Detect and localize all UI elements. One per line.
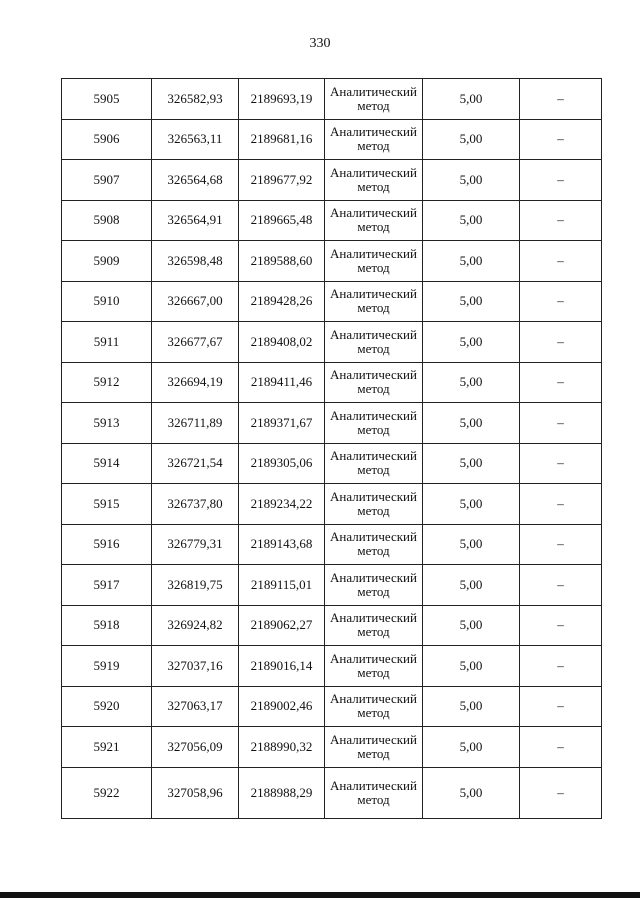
note-cell: –	[520, 605, 602, 646]
method-cell	[325, 443, 423, 484]
method-text: метод	[357, 178, 390, 194]
x-coordinate-cell: 326819,75	[152, 565, 239, 606]
table-row	[62, 281, 602, 322]
precision-cell: 5,00	[423, 484, 520, 525]
method-text: Аналитический	[330, 529, 417, 545]
method-text: метод	[357, 543, 390, 559]
table-row	[62, 686, 602, 727]
method-cell	[325, 322, 423, 363]
y-coordinate-cell: 2189234,22	[239, 484, 325, 525]
scan-edge	[0, 892, 640, 898]
method-text: Аналитический	[330, 205, 417, 221]
table-row	[62, 322, 602, 363]
point-number-cell: 5908	[62, 200, 152, 241]
method-cell	[325, 200, 423, 241]
precision-cell: 5,00	[423, 362, 520, 403]
method-text: метод	[357, 705, 390, 721]
x-coordinate-cell: 326924,82	[152, 605, 239, 646]
method-text: метод	[357, 502, 390, 518]
precision-cell: 5,00	[423, 565, 520, 606]
y-coordinate-cell: 2189428,26	[239, 281, 325, 322]
method-text: Аналитический	[330, 569, 417, 585]
x-coordinate-cell: 326564,91	[152, 200, 239, 241]
table-row	[62, 484, 602, 525]
x-coordinate-cell: 326779,31	[152, 524, 239, 565]
method-text: Аналитический	[330, 286, 417, 302]
method-cell	[325, 767, 423, 818]
precision-cell: 5,00	[423, 443, 520, 484]
method-text: Аналитический	[330, 691, 417, 707]
point-number-cell: 5919	[62, 646, 152, 687]
table-row	[62, 727, 602, 768]
point-number-cell: 5922	[62, 767, 152, 818]
point-number-cell: 5915	[62, 484, 152, 525]
note-cell: –	[520, 281, 602, 322]
x-coordinate-cell: 326563,11	[152, 119, 239, 160]
table-row	[62, 160, 602, 201]
precision-cell: 5,00	[423, 79, 520, 120]
point-number-cell: 5911	[62, 322, 152, 363]
y-coordinate-cell: 2189143,68	[239, 524, 325, 565]
y-coordinate-cell: 2189305,06	[239, 443, 325, 484]
table-row	[62, 200, 602, 241]
x-coordinate-cell: 327037,16	[152, 646, 239, 687]
method-text: Аналитический	[330, 326, 417, 342]
note-cell: –	[520, 403, 602, 444]
y-coordinate-cell: 2189588,60	[239, 241, 325, 282]
method-cell	[325, 565, 423, 606]
x-coordinate-cell: 326737,80	[152, 484, 239, 525]
x-coordinate-cell: 326598,48	[152, 241, 239, 282]
note-cell: –	[520, 767, 602, 818]
table-row	[62, 767, 602, 818]
x-coordinate-cell: 326667,00	[152, 281, 239, 322]
x-coordinate-cell: 326721,54	[152, 443, 239, 484]
method-cell	[325, 605, 423, 646]
method-text: Аналитический	[330, 367, 417, 383]
precision-cell: 5,00	[423, 281, 520, 322]
note-cell: –	[520, 362, 602, 403]
note-cell: –	[520, 79, 602, 120]
method-text: Аналитический	[330, 610, 417, 626]
method-text: Аналитический	[330, 83, 417, 99]
table-row	[62, 79, 602, 120]
method-cell	[325, 119, 423, 160]
y-coordinate-cell: 2189408,02	[239, 322, 325, 363]
method-cell	[325, 79, 423, 120]
point-number-cell: 5917	[62, 565, 152, 606]
y-coordinate-cell: 2188990,32	[239, 727, 325, 768]
note-cell: –	[520, 646, 602, 687]
precision-cell: 5,00	[423, 524, 520, 565]
method-cell	[325, 524, 423, 565]
table-row	[62, 646, 602, 687]
x-coordinate-cell: 326564,68	[152, 160, 239, 201]
table-row	[62, 605, 602, 646]
precision-cell: 5,00	[423, 322, 520, 363]
y-coordinate-cell: 2189062,27	[239, 605, 325, 646]
method-text: метод	[357, 340, 390, 356]
point-number-cell: 5906	[62, 119, 152, 160]
table-row	[62, 565, 602, 606]
precision-cell: 5,00	[423, 403, 520, 444]
table-row	[62, 524, 602, 565]
precision-cell: 5,00	[423, 605, 520, 646]
table-row	[62, 362, 602, 403]
y-coordinate-cell: 2189115,01	[239, 565, 325, 606]
coordinates-table	[61, 78, 602, 819]
point-number-cell: 5909	[62, 241, 152, 282]
point-number-cell: 5910	[62, 281, 152, 322]
method-text: Аналитический	[330, 650, 417, 666]
point-number-cell: 5913	[62, 403, 152, 444]
method-text: метод	[357, 462, 390, 478]
method-text: метод	[357, 664, 390, 680]
method-text: метод	[357, 745, 390, 761]
note-cell: –	[520, 727, 602, 768]
note-cell: –	[520, 565, 602, 606]
note-cell: –	[520, 322, 602, 363]
y-coordinate-cell: 2189677,92	[239, 160, 325, 201]
y-coordinate-cell: 2189371,67	[239, 403, 325, 444]
note-cell: –	[520, 443, 602, 484]
method-text: Аналитический	[330, 407, 417, 423]
method-cell	[325, 646, 423, 687]
note-cell: –	[520, 524, 602, 565]
precision-cell: 5,00	[423, 160, 520, 201]
method-text: метод	[357, 583, 390, 599]
method-cell	[325, 403, 423, 444]
point-number-cell: 5907	[62, 160, 152, 201]
method-text: Аналитический	[330, 488, 417, 504]
note-cell: –	[520, 200, 602, 241]
point-number-cell: 5918	[62, 605, 152, 646]
table-row	[62, 119, 602, 160]
table-row	[62, 443, 602, 484]
note-cell: –	[520, 484, 602, 525]
x-coordinate-cell: 326694,19	[152, 362, 239, 403]
page-number: 330	[309, 36, 331, 51]
method-cell	[325, 241, 423, 282]
method-text: Аналитический	[330, 124, 417, 140]
point-number-cell: 5920	[62, 686, 152, 727]
note-cell: –	[520, 119, 602, 160]
y-coordinate-cell: 2189411,46	[239, 362, 325, 403]
note-cell: –	[520, 160, 602, 201]
y-coordinate-cell: 2189681,16	[239, 119, 325, 160]
y-coordinate-cell: 2189016,14	[239, 646, 325, 687]
precision-cell: 5,00	[423, 241, 520, 282]
x-coordinate-cell: 326711,89	[152, 403, 239, 444]
method-cell	[325, 686, 423, 727]
method-text: метод	[357, 381, 390, 397]
method-cell	[325, 727, 423, 768]
method-text: метод	[357, 97, 390, 113]
y-coordinate-cell: 2189002,46	[239, 686, 325, 727]
method-text: Аналитический	[330, 245, 417, 261]
point-number-cell: 5916	[62, 524, 152, 565]
precision-cell: 5,00	[423, 686, 520, 727]
precision-cell: 5,00	[423, 119, 520, 160]
point-number-cell: 5905	[62, 79, 152, 120]
y-coordinate-cell: 2188988,29	[239, 767, 325, 818]
method-cell	[325, 362, 423, 403]
precision-cell: 5,00	[423, 727, 520, 768]
precision-cell: 5,00	[423, 200, 520, 241]
precision-cell: 5,00	[423, 646, 520, 687]
method-cell	[325, 160, 423, 201]
precision-cell: 5,00	[423, 767, 520, 818]
x-coordinate-cell: 326582,93	[152, 79, 239, 120]
y-coordinate-cell: 2189693,19	[239, 79, 325, 120]
x-coordinate-cell: 327056,09	[152, 727, 239, 768]
method-text: метод	[357, 624, 390, 640]
x-coordinate-cell: 327058,96	[152, 767, 239, 818]
method-text: Аналитический	[330, 777, 417, 793]
table-row	[62, 241, 602, 282]
note-cell: –	[520, 241, 602, 282]
table-body	[62, 79, 602, 819]
point-number-cell: 5914	[62, 443, 152, 484]
method-text: метод	[357, 219, 390, 235]
method-cell	[325, 484, 423, 525]
x-coordinate-cell: 326677,67	[152, 322, 239, 363]
y-coordinate-cell: 2189665,48	[239, 200, 325, 241]
method-text: Аналитический	[330, 731, 417, 747]
point-number-cell: 5912	[62, 362, 152, 403]
method-text: Аналитический	[330, 164, 417, 180]
method-text: метод	[357, 259, 390, 275]
method-text: метод	[357, 791, 390, 807]
point-number-cell: 5921	[62, 727, 152, 768]
method-text: Аналитический	[330, 448, 417, 464]
note-cell: –	[520, 686, 602, 727]
x-coordinate-cell: 327063,17	[152, 686, 239, 727]
method-cell	[325, 281, 423, 322]
method-text: метод	[357, 138, 390, 154]
method-text: метод	[357, 300, 390, 316]
table-row	[62, 403, 602, 444]
method-text: метод	[357, 421, 390, 437]
